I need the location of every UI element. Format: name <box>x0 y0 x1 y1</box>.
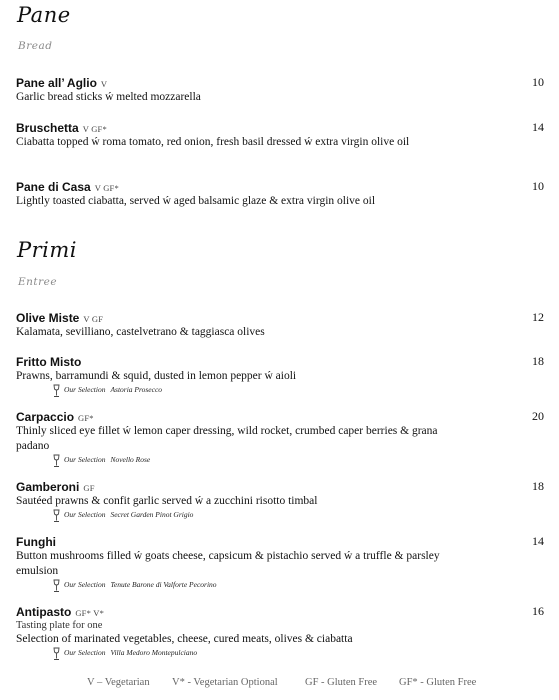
item-description: Prawns, barramundi & squid, dusted in lemon pepper ẃ aioli <box>16 370 297 382</box>
item-description: Button mushrooms filled ẃ goats cheese, capsicum & pistachio served ẃ a truffle & parsley emulsion <box>16 550 440 577</box>
wine-glass-icon <box>52 579 61 593</box>
pairing-wine: Novello Rose <box>110 455 151 464</box>
item-note: Tasting plate for one <box>16 620 103 631</box>
item-price: 12 <box>532 310 544 324</box>
menu-item <box>16 478 544 523</box>
item-name: Gamberoni <box>16 480 80 494</box>
dietary-tags: GF* V* <box>75 608 105 618</box>
pairing-label: Our Selection <box>64 510 106 519</box>
item-description: Selection of marinated vegetables, cheese, cured meats, olives & ciabatta <box>16 633 353 645</box>
pairing-wine: Villa Medoro Montepulciano <box>110 648 198 657</box>
menu-item <box>16 74 544 105</box>
item-price: 10 <box>532 75 544 89</box>
menu-item <box>16 603 544 661</box>
item-price: 20 <box>532 409 544 423</box>
wine-pairing <box>52 647 544 661</box>
item-description: Garlic bread sticks ẃ melted mozzarella <box>16 91 201 103</box>
menu-item <box>16 408 544 468</box>
dietary-tags: V GF* <box>82 124 107 134</box>
item-name: Olive Miste <box>16 311 80 325</box>
legend-gluten-free: GF - Gluten Free <box>305 677 378 688</box>
legend-vegetarian-optional: V* - Vegetarian Optional <box>172 677 278 688</box>
wine-glass-icon <box>52 647 61 661</box>
item-name: Funghi <box>16 535 56 549</box>
item-description: Thinly sliced eye fillet ẃ lemon caper dressing, wild rocket, crumbed caper berries & grana padano <box>16 425 438 452</box>
menu-item <box>16 309 544 340</box>
dietary-tags: GF* <box>78 413 94 423</box>
dietary-tags: V GF <box>83 314 104 324</box>
pairing-label: Our Selection <box>64 580 106 589</box>
menu-item <box>16 533 544 593</box>
menu-item <box>16 119 544 150</box>
legend-gluten-free-optional: GF* - Gluten Free <box>399 677 477 688</box>
legend-vegetarian: V – Vegetarian <box>87 677 150 688</box>
section-subtitle-pane: Bread <box>18 40 53 52</box>
wine-pairing <box>52 509 544 523</box>
dietary-legend <box>0 677 559 691</box>
item-price: 10 <box>532 179 544 193</box>
menu-item <box>16 353 544 398</box>
item-name: Pane di Casa <box>16 180 91 194</box>
menu-item <box>16 178 544 209</box>
item-name: Bruschetta <box>16 121 79 135</box>
item-name: Carpaccio <box>16 410 75 424</box>
item-price: 16 <box>532 604 544 618</box>
item-name: Fritto Misto <box>16 355 82 369</box>
wine-pairing <box>52 384 544 398</box>
item-description: Sautéed prawns & confit garlic served ẃ a zucchini risotto timbal <box>16 495 318 507</box>
pairing-label: Our Selection <box>64 455 106 464</box>
wine-glass-icon <box>52 509 61 523</box>
section-title-pane: Pane <box>17 3 71 27</box>
pairing-label: Our Selection <box>64 385 106 394</box>
wine-pairing <box>52 579 544 593</box>
item-description: Lightly toasted ciabatta, served ẃ aged balsamic glaze & extra virgin olive oil <box>16 195 376 207</box>
item-description: Kalamata, sevilliano, castelvetrano & taggiasca olives <box>16 326 265 338</box>
item-name: Antipasto <box>16 605 72 619</box>
wine-pairing <box>52 454 544 468</box>
item-description: Ciabatta topped ẃ roma tomato, red onion, fresh basil dressed ẃ extra virgin olive oil <box>16 136 410 148</box>
pairing-wine: Astoria Prosecco <box>110 385 163 394</box>
item-price: 14 <box>532 534 544 548</box>
dietary-tags: V GF* <box>94 183 119 193</box>
section-subtitle-primi: Entree <box>18 276 58 288</box>
dietary-tags: V <box>100 79 108 89</box>
section-title-primi: Primi <box>17 238 78 262</box>
pairing-label: Our Selection <box>64 648 106 657</box>
item-price: 18 <box>532 479 544 493</box>
dietary-tags: GF <box>83 483 95 493</box>
pairing-wine: Tenute Barone di Valforte Pecorino <box>110 580 217 589</box>
pairing-wine: Secret Garden Pinot Grigio <box>110 510 194 519</box>
item-name: Pane all’ Aglio <box>16 76 97 90</box>
wine-glass-icon <box>52 454 61 468</box>
wine-glass-icon <box>52 384 61 398</box>
item-price: 14 <box>532 120 544 134</box>
item-price: 18 <box>532 354 544 368</box>
